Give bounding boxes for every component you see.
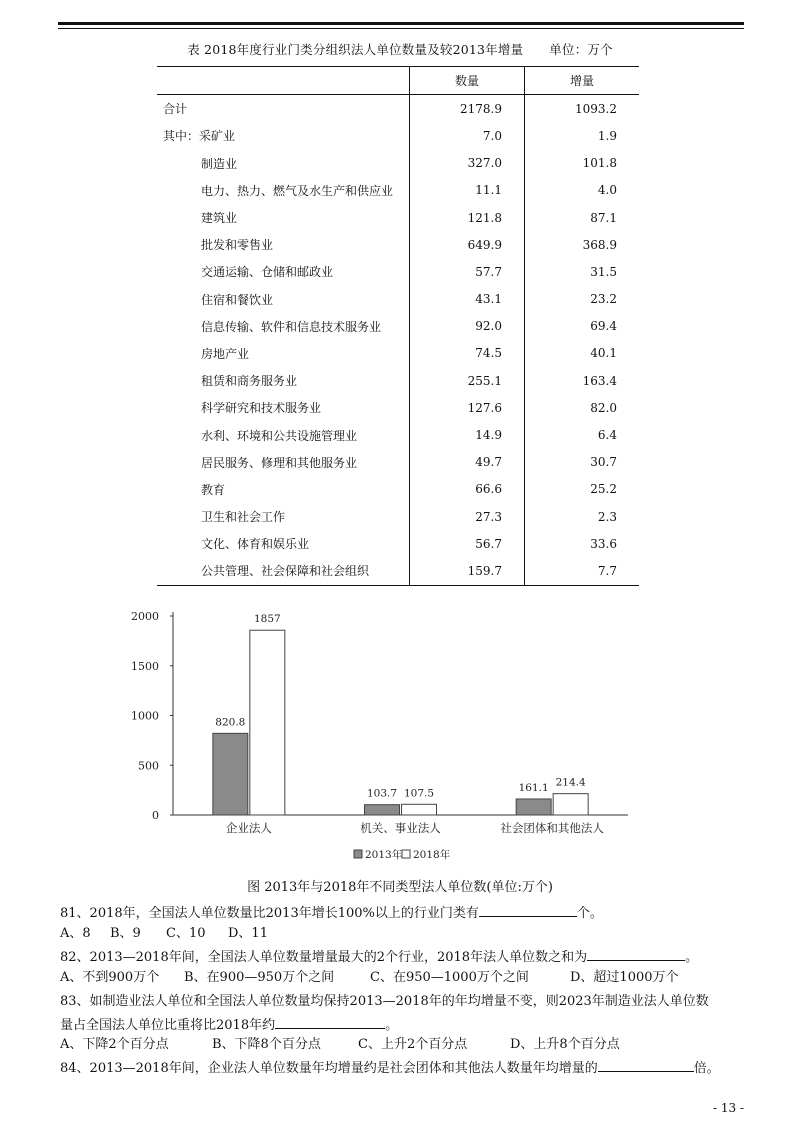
table-row	[157, 177, 639, 204]
table-title: 表 2018年度行业门类分组织法人单位数量及较2013年增量	[187, 42, 524, 57]
y-tick-label: 1000	[131, 709, 159, 723]
question-82	[60, 946, 760, 968]
figure-caption: 图 2013年与2018年不同类型法人单位数(单位:万个)	[247, 880, 553, 895]
row-industry-name: 房地产业	[201, 346, 250, 361]
row-increase: 69.4	[525, 313, 640, 340]
legend-label: 2013年	[365, 849, 403, 861]
bar-2013	[365, 805, 400, 815]
bar-data-label: 214.4	[555, 776, 586, 789]
row-quantity: 66.6	[410, 476, 525, 503]
row-quantity: 127.6	[410, 394, 525, 421]
table-row	[157, 367, 639, 394]
question-83	[60, 992, 760, 1012]
header-rule-thin	[58, 28, 744, 29]
row-quantity: 11.1	[410, 177, 525, 204]
question-82-stem-end: 。	[685, 950, 699, 965]
option-81-b: B、9	[110, 926, 141, 941]
row-quantity: 159.7	[410, 557, 525, 585]
question-84-blank	[598, 1057, 694, 1072]
option-81-a: A、8	[60, 926, 91, 941]
option-83-c: C、上升2个百分点	[358, 1037, 468, 1052]
bar-2018	[250, 630, 285, 815]
option-83-b: B、下降8个百分点	[212, 1037, 321, 1052]
question-83-stem-line1: 83、如制造业法人单位和全国法人单位数量均保持2013—2018年的年均增量不变，则2023年制造业法人单位数	[60, 994, 709, 1009]
bar-2013	[213, 733, 248, 815]
bar-2018	[553, 794, 588, 815]
table-row	[157, 231, 639, 258]
row-quantity: 649.9	[410, 231, 525, 258]
header-quantity: 数量	[410, 67, 525, 95]
table-row	[157, 122, 639, 149]
row-industry-name: 信息传输、软件和信息技术服务业	[201, 319, 382, 334]
row-industry-name: 建筑业	[201, 211, 238, 226]
row-industry-name: 住宿和餐饮业	[201, 292, 274, 307]
row-quantity: 43.1	[410, 286, 525, 313]
question-81-stem-end: 个。	[576, 906, 603, 921]
table-row	[157, 313, 639, 340]
header-rule-thick	[58, 22, 744, 25]
bar-2013	[516, 799, 551, 815]
table-row	[157, 503, 639, 530]
question-83-stem: 量占全国法人单位比重将比2018年约	[60, 1018, 276, 1033]
row-quantity: 27.3	[410, 503, 525, 530]
row-increase: 368.9	[525, 231, 640, 258]
question-83-line2	[60, 1014, 760, 1036]
row-quantity: 56.7	[410, 530, 525, 557]
row-industry-name: 制造业	[201, 156, 238, 171]
table-row	[157, 204, 639, 231]
row-increase: 31.5	[525, 258, 640, 285]
bar-chart-svg	[128, 596, 658, 872]
question-82-blank	[587, 946, 685, 961]
row-industry-name: 电力、热力、燃气及水生产和供应业	[201, 183, 394, 198]
row-industry-name: 交通运输、仓储和邮政业	[201, 265, 334, 280]
table-row	[157, 421, 639, 448]
row-increase: 25.2	[525, 476, 640, 503]
row-quantity: 57.7	[410, 258, 525, 285]
bar-data-label: 820.8	[215, 716, 246, 729]
table-row	[157, 530, 639, 557]
row-industry-name: 科学研究和技术服务业	[201, 401, 322, 416]
table-caption	[0, 40, 800, 58]
question-82-stem: 82、2013—2018年间，全国法人单位数量增量最大的2个行业，2018年法人单位数之和为	[60, 950, 588, 965]
option-81-c: C、10	[166, 926, 206, 941]
x-category-label: 机关、事业法人	[360, 821, 441, 835]
option-83-d: D、上升8个百分点	[510, 1037, 620, 1052]
row-increase: 82.0	[525, 394, 640, 421]
industry-table	[157, 66, 639, 586]
row-increase: 30.7	[525, 449, 640, 476]
question-84-stem-end: 倍。	[693, 1061, 720, 1076]
row-industry-name: 居民服务、修理和其他服务业	[201, 455, 358, 470]
x-category-label: 企业法人	[225, 821, 272, 835]
table-header-row	[157, 67, 639, 95]
row-quantity: 7.0	[410, 122, 525, 149]
header-blank	[157, 67, 410, 95]
row-quantity: 2178.9	[410, 95, 525, 123]
question-81-blank	[479, 902, 577, 917]
table-row	[157, 286, 639, 313]
row-quantity: 121.8	[410, 204, 525, 231]
bar-chart	[128, 596, 658, 872]
question-81-stem: 81、2018年，全国法人单位数量比2013年增长100%以上的行业门类有	[60, 906, 479, 921]
row-increase: 2.3	[525, 503, 640, 530]
bar-data-label: 107.5	[403, 787, 435, 800]
x-category-label: 社会团体和其他法人	[500, 821, 604, 835]
row-quantity: 14.9	[410, 421, 525, 448]
table-unit: 单位：万个	[549, 42, 613, 57]
table-row	[157, 258, 639, 285]
y-tick-label: 500	[138, 759, 159, 773]
option-82-d: D、超过1000万个	[570, 970, 679, 985]
question-83-options	[60, 1035, 760, 1055]
bar-data-label: 103.7	[366, 787, 398, 800]
row-industry-name: 水利、环境和公共设施管理业	[201, 428, 358, 443]
question-83-blank	[275, 1014, 385, 1029]
bar-2018	[402, 804, 437, 815]
row-industry-name: 文化、体育和娱乐业	[201, 537, 310, 552]
header-increase: 增量	[525, 67, 640, 95]
table-row	[157, 557, 639, 585]
row-quantity: 327.0	[410, 150, 525, 177]
question-84-stem: 84、2013—2018年间，企业法人单位数量年均增量约是社会团体和其他法人数量年均增量的	[60, 1061, 598, 1076]
row-increase: 6.4	[525, 421, 640, 448]
legend-label: 2018年	[413, 849, 451, 861]
question-83-stem-end: 。	[385, 1018, 399, 1033]
row-increase: 23.2	[525, 286, 640, 313]
legend-swatch	[354, 850, 362, 858]
row-industry-name: 合计	[163, 102, 188, 117]
question-81	[60, 902, 760, 924]
row-quantity: 92.0	[410, 313, 525, 340]
row-increase: 87.1	[525, 204, 640, 231]
row-increase: 7.7	[525, 557, 640, 585]
question-82-options	[60, 968, 760, 988]
row-industry-name: 其中：采矿业	[163, 129, 236, 144]
table-row	[157, 394, 639, 421]
row-increase: 1093.2	[525, 95, 640, 123]
table-row	[157, 476, 639, 503]
row-increase: 40.1	[525, 340, 640, 367]
row-industry-name: 租赁和商务服务业	[201, 374, 298, 389]
bar-data-label: 1857	[253, 613, 281, 626]
question-84	[60, 1057, 760, 1079]
row-quantity: 49.7	[410, 449, 525, 476]
y-tick-label: 1500	[131, 659, 159, 673]
option-82-b: B、在900—950万个之间	[184, 970, 335, 985]
page-number: - 13 -	[712, 1101, 744, 1115]
row-increase: 4.0	[525, 177, 640, 204]
row-industry-name: 卫生和社会工作	[201, 510, 286, 525]
option-83-a: A、下降2个百分点	[60, 1037, 169, 1052]
table-body	[157, 95, 639, 585]
table-row	[157, 340, 639, 367]
option-82-c: C、在950—1000万个之间	[370, 970, 529, 985]
row-increase: 1.9	[525, 122, 640, 149]
option-81-d: D、11	[228, 926, 268, 941]
row-quantity: 74.5	[410, 340, 525, 367]
row-industry-name: 批发和零售业	[201, 238, 274, 253]
legend-swatch	[402, 850, 410, 858]
row-quantity: 255.1	[410, 367, 525, 394]
table-row	[157, 449, 639, 476]
y-tick-label: 0	[152, 809, 159, 822]
row-increase: 163.4	[525, 367, 640, 394]
bar-data-label: 161.1	[518, 781, 549, 794]
table-row	[157, 150, 639, 177]
row-industry-name: 公共管理、社会保障和社会组织	[201, 564, 370, 579]
row-industry-name: 教育	[201, 482, 226, 497]
question-81-options	[60, 924, 760, 944]
row-increase: 101.8	[525, 150, 640, 177]
option-82-a: A、不到900万个	[60, 970, 160, 985]
row-increase: 33.6	[525, 530, 640, 557]
table-row	[157, 95, 639, 123]
y-tick-label: 2000	[131, 610, 159, 623]
